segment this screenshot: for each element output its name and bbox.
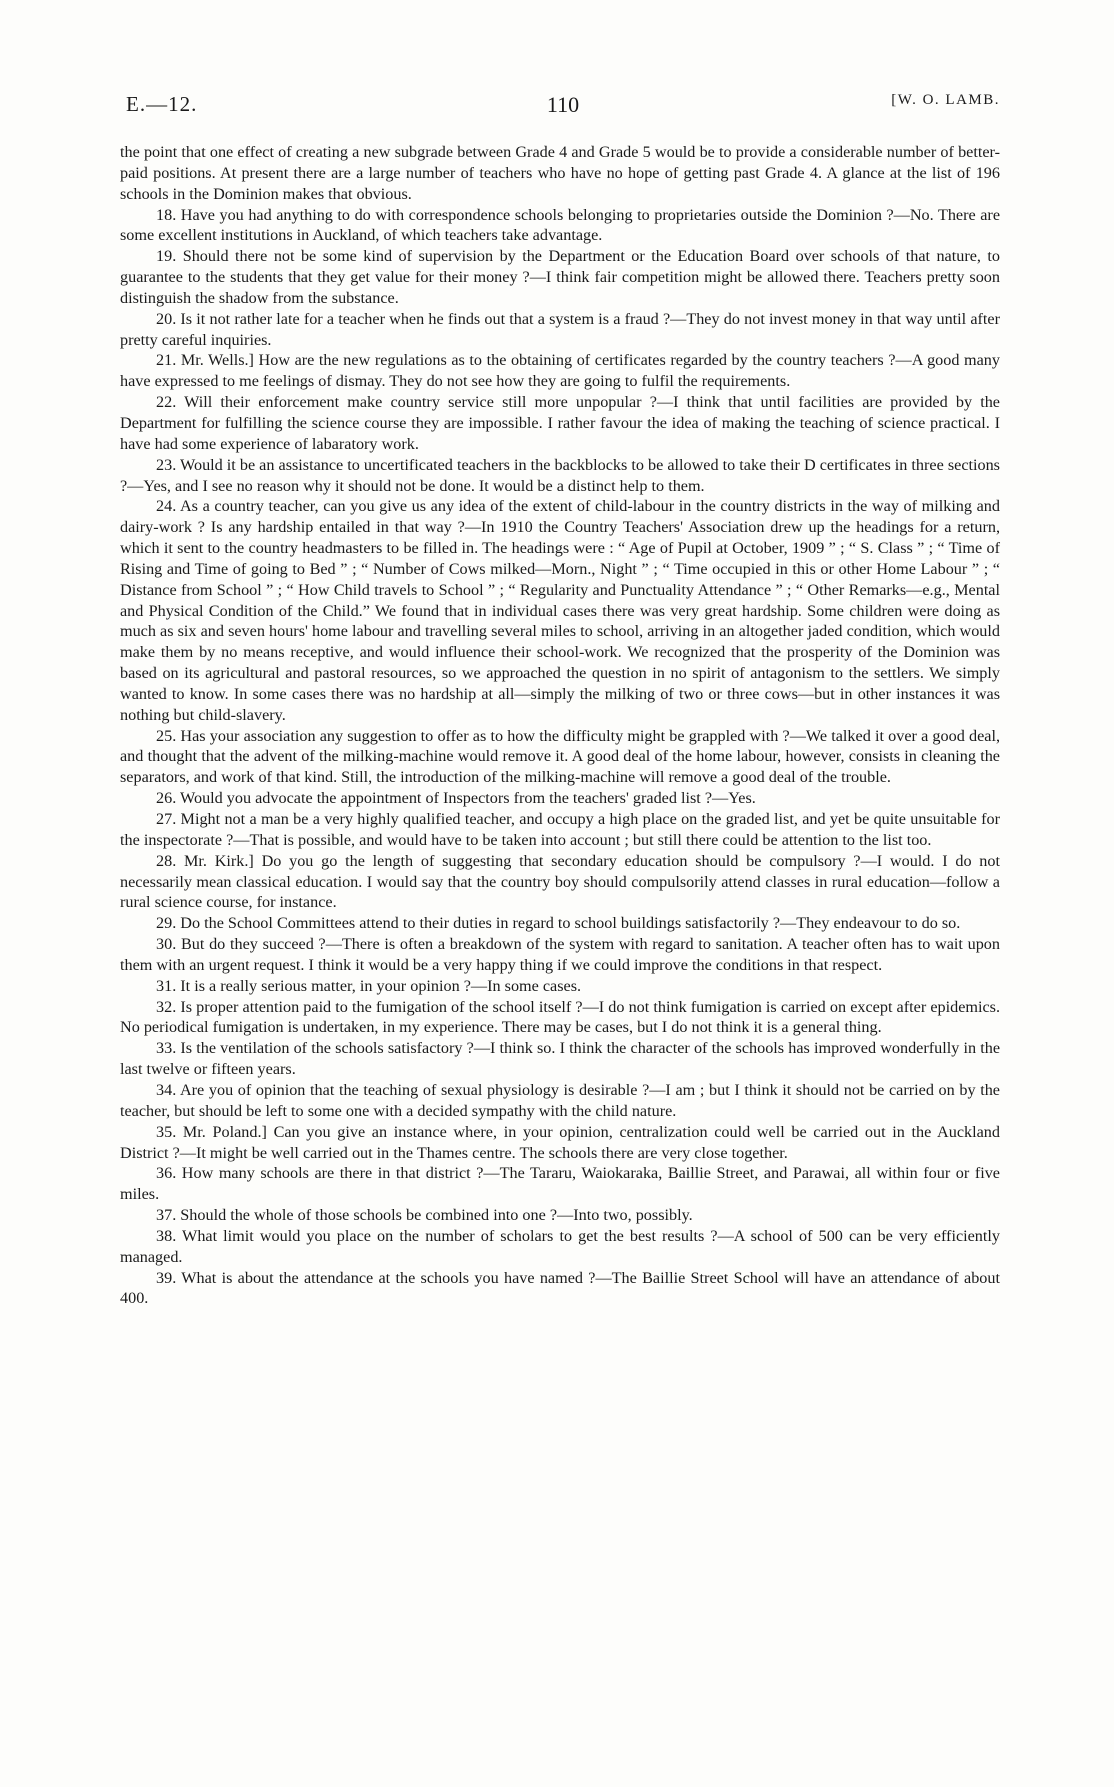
question-25: 25. Has your association any suggestion to offer as to how the difficulty might be grappled with ?—We talked it over a good deal, and thought that the advent of the milking-machine would remove it. A good deal of the home labour, however, consists in cleaning the separators, and work of that kind. Still, the introduction of the milking-machine will remove a good deal of the trouble. bbox=[120, 726, 1000, 787]
question-36: 36. How many schools are there in that district ?—The Tararu, Waiokaraka, Baillie Street, and Parawai, all within four or five miles. bbox=[120, 1164, 1000, 1204]
question-30: 30. But do they succeed ?—There is often a breakdown of the system with regard to sanitation. A teacher often has to wait upon them with an urgent request. I think it would be a very happy thing if we could improve the conditions in that respect. bbox=[120, 935, 1000, 974]
question-21: 21. Mr. Wells.] How are the new regulations as to the obtaining of certificates regarded by the country teachers ?—A good many have expressed to me feelings of dismay. They do not see how they are going to fulfil the requirements. bbox=[120, 351, 1000, 391]
question-27: 27. Might not a man be a very highly qualified teacher, and occupy a high place on the graded list, and yet be quite unsuitable for the inspectorate ?—That is possible, and would have to be taken into account ; but still there could be attention to the list too. bbox=[120, 810, 1000, 849]
question-32: 32. Is proper attention paid to the fumigation of the school itself ?—I do not think fumigation is carried on except after epidemics. No periodical fumigation is undertaken, in my experience. There may be cases, but I do not think it is a general thing. bbox=[120, 997, 1000, 1037]
question-28: 28. Mr. Kirk.] Do you go the length of suggesting that secondary education should be compulsory ?—I would. I do not necessarily mean classical education. I would say that the country boy should compulsorily attend classes in rural education—follow a rural science course, for instance. bbox=[120, 851, 1000, 912]
question-29: 29. Do the School Committees attend to their duties in regard to school buildings satisfactorily ?—They endeavour to do so. bbox=[156, 914, 961, 933]
question-31: 31. It is a really serious matter, in your opinion ?—In some cases. bbox=[156, 976, 582, 995]
document-reference: E.—12. bbox=[126, 92, 198, 116]
witness-name: [W. O. LAMB. bbox=[891, 92, 1000, 108]
question-23: 23. Would it be an assistance to uncertificated teachers in the backblocks to be allowed to take their D certificates in three sections ?—Yes, and I see no reason why it should not be done. It would be a distinct help to them. bbox=[120, 455, 1000, 495]
question-37: 37. Should the whole of those schools be combined into one ?—Into two, possibly. bbox=[156, 1206, 693, 1225]
question-19: 19. Should there not be some kind of supervision by the Department or the Education Board over schools of that nature, to guarantee to the students that they get value for their money ?—I think fair competition might be allowed there. Teachers pretty soon distinguish the shadow from the substance. bbox=[120, 247, 1000, 307]
question-38: 38. What limit would you place on the number of scholars to get the best results ?—A school of 500 can be very efficiently managed. bbox=[120, 1226, 1000, 1266]
question-22: 22. Will their enforcement make country service still more unpopular ?—I think that until facilities are provided by the Department for fulfilling the science course they are impossible. I rather favour the idea of making the teaching of science practical. I have had some experience of labaratory work. bbox=[120, 393, 1000, 453]
page-number: 110 bbox=[546, 92, 580, 117]
paragraph: the point that one effect of creating a new subgrade between Grade 4 and Grade 5 would be to provide a considerable number of better-paid positions. At present there are a large number of teachers who have no hope of getting past Grade 4. A glance at the list of 196 schools in the Dominion makes that obvious. bbox=[120, 143, 1000, 203]
question-26: 26. Would you advocate the appointment of Inspectors from the teachers' graded list ?—Yes. bbox=[156, 789, 756, 808]
question-35: 35. Mr. Poland.] Can you give an instance where, in your opinion, centralization could well be carried out in the Auckland District ?—It might be well carried out in the Thames centre. The schools there are very close together. bbox=[120, 1122, 1000, 1162]
question-20: 20. Is it not rather late for a teacher when he finds out that a system is a fraud ?—They do not invest money in that way until after pretty careful inquiries. bbox=[120, 309, 1000, 349]
question-39: 39. What is about the attendance at the schools you have named ?—The Baillie Street School will have an attendance of about 400. bbox=[120, 1268, 1000, 1308]
question-24: 24. As a country teacher, can you give us any idea of the extent of child-labour in the country districts in the way of milking and dairy-work ? Is any hardship entailed in that way ?—In 1910 the Country Teachers' Association drew up the headings for a return, which it sent to the country headmasters to be filled in. The headings were : “ Age of Pupil at October, 1909 ” ; “ S. Class ” ; “ Time of Rising and Time of going to Bed ” ; “ Number of Cows milked—Morn., Night ” ; “ Time occupied in this or other Home Labour ” ; “ Distance from School ” ; “ How Child travels to School ” ; “ Regularity and Punctuality Attendance ” ; “ Other Remarks—e.g., Mental and Physical Condition of the Child.” We found that in individual cases there was very great hardship. Some children were doing as much as six and seven hours' home labour and travelling several miles to school, arriving in an altogether jaded condition, which would make them by no means receptive, and would influence their school-work. We recognized that the prosperity of the Dominion was based on its agricultural and pastoral resources, so we approached the question in no spirit of antagonism to the settlers. We simply wanted to know. In some cases there was no hardship at all—simply the milking of two or three cows—but in other instances it was nothing but child-slavery. bbox=[120, 497, 1000, 724]
question-34: 34. Are you of opinion that the teaching of sexual physiology is desirable ?—I am ; but I think it should not be carried on by the teacher, but should be left to some one with a decided sympathy with the child nature. bbox=[120, 1080, 1000, 1120]
page-header bbox=[126, 92, 1000, 124]
question-18: 18. Have you had anything to do with correspondence schools belonging to proprietaries outside the Dominion ?—No. There are some excellent institutions in Auckland, of which teachers take advantage. bbox=[120, 205, 1000, 245]
document-body bbox=[120, 142, 1000, 1309]
question-33: 33. Is the ventilation of the schools satisfactory ?—I think so. I think the character of the schools has improved wonderfully in the last twelve or fifteen years. bbox=[120, 1039, 1000, 1079]
